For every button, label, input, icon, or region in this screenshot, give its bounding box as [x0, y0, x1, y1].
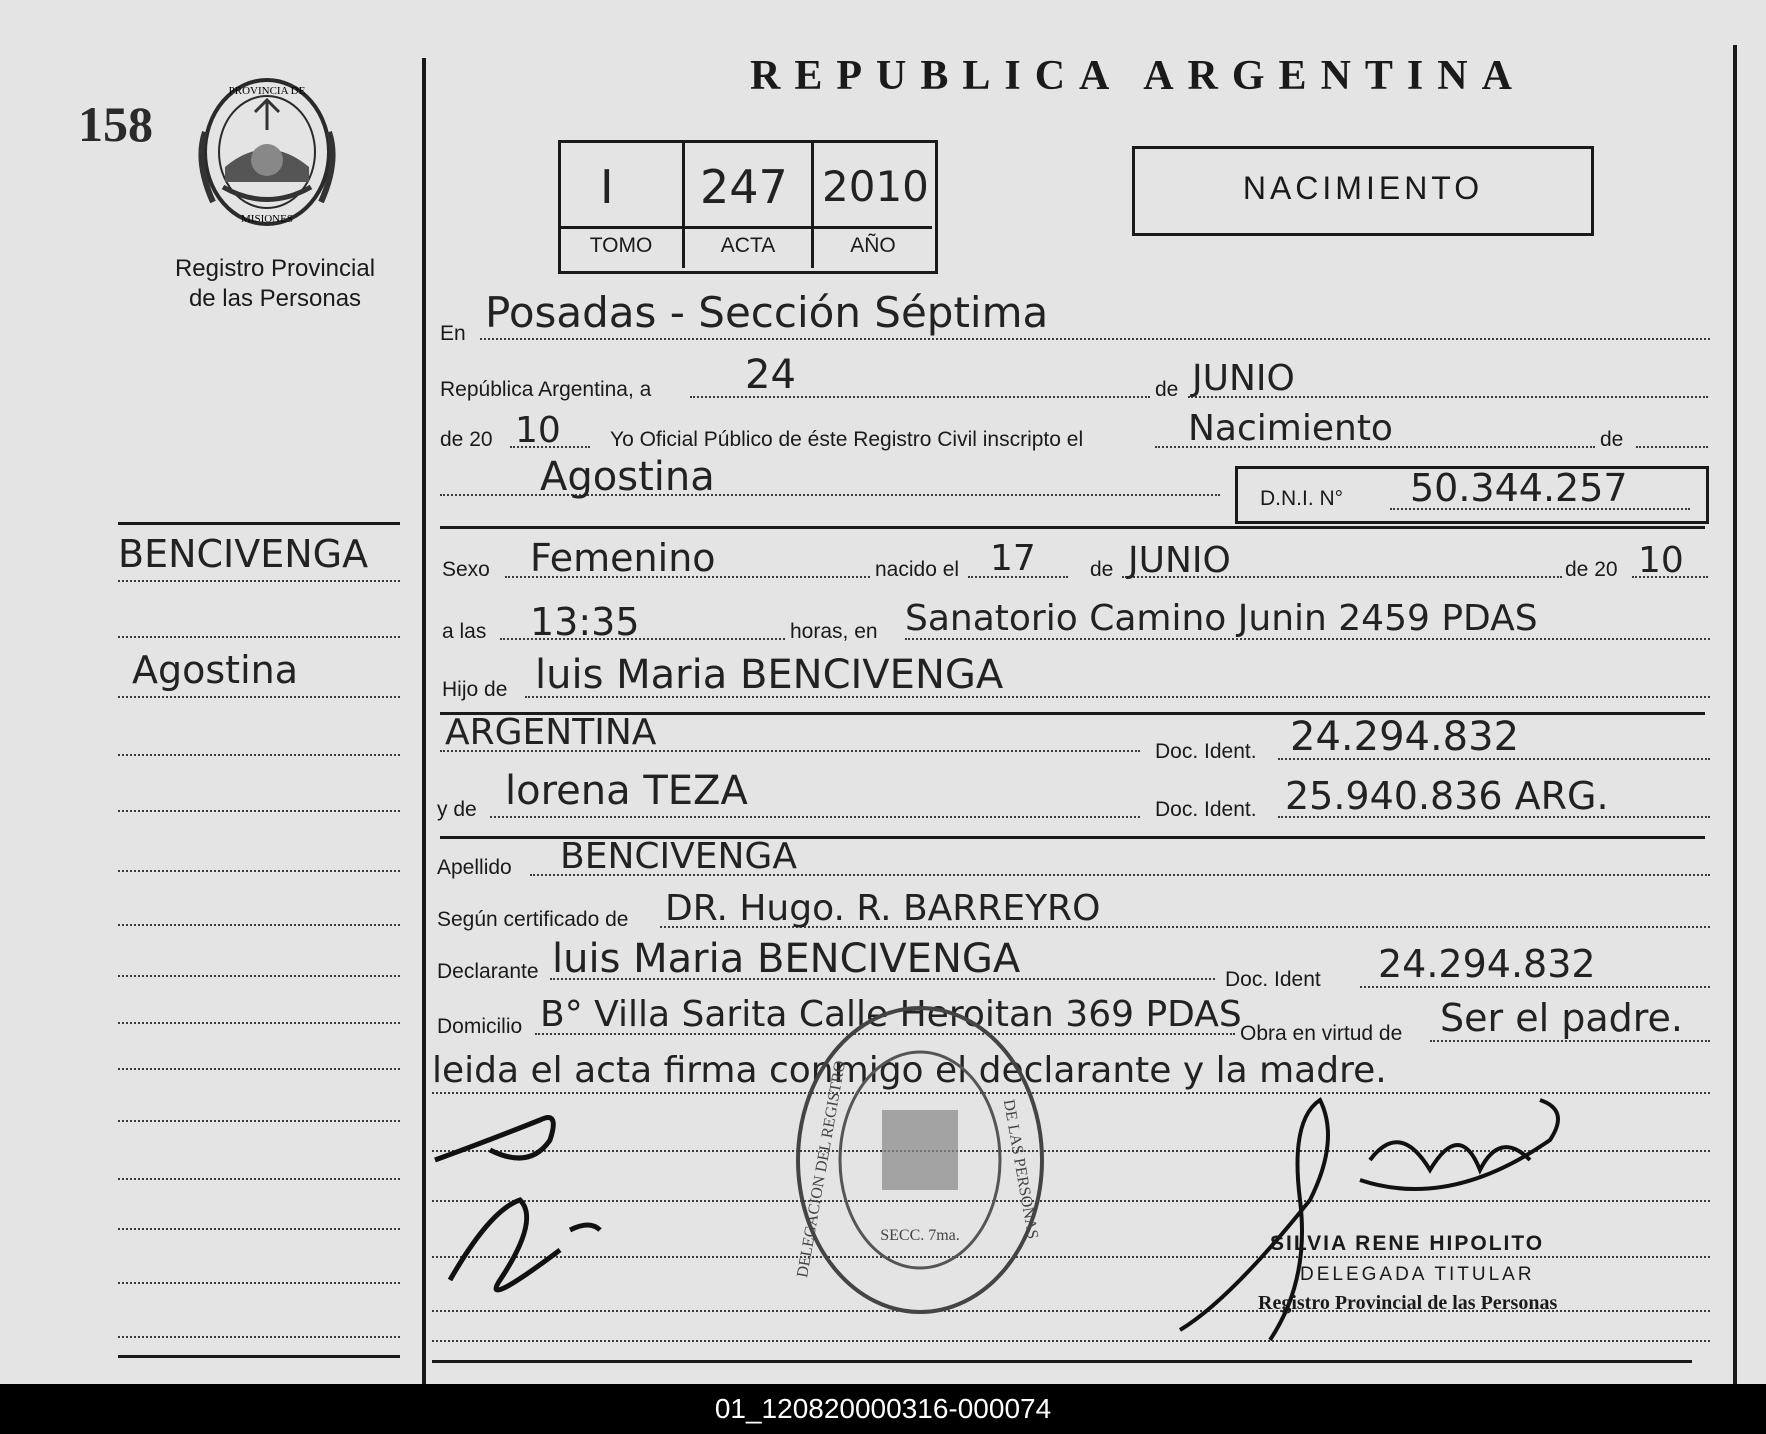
- margin-dotline: [118, 1178, 400, 1180]
- registry-line-2: de las Personas: [188, 285, 362, 312]
- dotline: [1636, 446, 1708, 448]
- officer-office: Registro Provincial de las Personas: [1258, 1292, 1558, 1314]
- birth-month: JUNIO: [1128, 540, 1231, 581]
- domicilio-label: Domicilio: [437, 1015, 523, 1038]
- dotline: [1360, 986, 1710, 988]
- apellido-label: Apellido: [437, 856, 512, 879]
- dotline: [1632, 576, 1708, 578]
- de-year-label: de 20: [1565, 558, 1618, 581]
- act-type: NACIMIENTO: [1242, 170, 1484, 206]
- dotline: [490, 816, 1140, 818]
- margin-dotline: [118, 1068, 400, 1070]
- registry-line-1: Registro Provincial: [174, 255, 376, 282]
- birth-year: 10: [1638, 540, 1684, 581]
- frame-left-border: [422, 58, 426, 1384]
- record-day: 24: [745, 352, 796, 398]
- margin-dotline: [118, 810, 400, 812]
- mother-name: lorena TEZA: [505, 768, 748, 814]
- margin-dotline: [118, 870, 400, 872]
- margin-surname: BENCIVENGA: [118, 532, 369, 576]
- registrant-name: Agostina: [540, 454, 715, 500]
- dotline: [1430, 1040, 1710, 1042]
- domicilio-value: B° Villa Sarita Calle Heroitan 369 PDAS: [540, 994, 1242, 1035]
- declarante-name: luis Maria BENCIVENGA: [552, 936, 1021, 982]
- declarante-doc: 24.294.832: [1378, 942, 1596, 986]
- anio-label: AÑO: [850, 234, 896, 257]
- officer-name: SILVIA RENE HIPOLITO: [1270, 1232, 1545, 1255]
- acta-label: ACTA: [720, 234, 776, 257]
- anio-value: 2010: [822, 162, 929, 211]
- birth-place: Sanatorio Camino Junin 2459 PDAS: [905, 598, 1538, 639]
- dni-number: 50.344.257: [1410, 466, 1628, 510]
- officer-signature: [1170, 1080, 1590, 1370]
- yde-label: y de: [437, 798, 477, 821]
- en-label: En: [440, 322, 466, 345]
- de-label-2: de: [1600, 428, 1624, 451]
- obra-label: Obra en virtud de: [1240, 1022, 1403, 1045]
- margin-dotline: [118, 1022, 400, 1024]
- doc-label-2: Doc. Ident.: [1155, 798, 1257, 821]
- image-code-caption: 01_120820000316-000074: [0, 1384, 1766, 1434]
- segun-label: Según certificado de: [437, 908, 629, 931]
- acta-value: 247: [700, 160, 788, 214]
- margin-dotline: [118, 1336, 400, 1338]
- dotline: [480, 338, 1710, 340]
- father-name: luis Maria BENCIVENGA: [535, 652, 1004, 698]
- margin-dotline: [118, 636, 400, 638]
- closing-text: leida el acta firma conmigo el declarante y la madre.: [432, 1050, 1387, 1091]
- country-title: REPUBLICA ARGENTINA: [750, 53, 1526, 99]
- alas-label: a las: [442, 620, 487, 643]
- seal-bottom-text: MISIONES: [241, 213, 293, 225]
- stamp-ring-left: DELEGACION DEL REGISTRO: [794, 1059, 850, 1279]
- birth-day: 17: [990, 538, 1036, 579]
- sexo-label: Sexo: [442, 558, 490, 581]
- margin-dotline: [118, 1120, 400, 1122]
- tomo-label: TOMO: [589, 234, 653, 257]
- stamp-ring-right: DE LAS PERSONAS: [999, 1098, 1042, 1241]
- frame-right-border: [1733, 45, 1737, 1384]
- place-of-record: Posadas - Sección Séptima: [485, 288, 1049, 337]
- doc-label: Doc. Ident.: [1155, 740, 1257, 763]
- margin-dotline: [118, 1282, 400, 1284]
- margin-dotline: [118, 975, 400, 977]
- registry-stamp: [790, 1000, 1050, 1320]
- record-box-rule: [560, 226, 932, 229]
- folio-number: 158: [78, 96, 153, 152]
- horas-label: horas, en: [790, 620, 878, 643]
- margin-dotline: [118, 924, 400, 926]
- oficial-label: Yo Oficial Público de éste Registro Civil inscripto el: [610, 428, 1084, 451]
- registry-name: [140, 254, 410, 314]
- hijo-label: Hijo de: [442, 678, 508, 701]
- officer-title: DELEGADA TITULAR: [1300, 1264, 1535, 1285]
- mother-doc: 25.940.836 ARG.: [1285, 774, 1609, 818]
- father-nationality: ARGENTINA: [445, 712, 657, 753]
- declarant-signature: [430, 1080, 670, 1320]
- declarante-label: Declarante: [437, 960, 539, 983]
- margin-bottom-rule: [118, 1355, 400, 1358]
- year-prefix: de 20: [440, 428, 493, 451]
- tomo-value: I: [600, 160, 614, 214]
- provincial-coat-of-arms: [195, 72, 340, 232]
- seal-top-text: PROVINCIA DE: [228, 85, 306, 97]
- margin-dotline: [118, 754, 400, 756]
- obra-value: Ser el padre.: [1440, 996, 1683, 1040]
- margin-dotline: [118, 1228, 400, 1230]
- certifying-doctor: DR. Hugo. R. BARREYRO: [665, 888, 1101, 929]
- margin-dotline: [118, 580, 400, 582]
- margin-given-name: Agostina: [132, 648, 298, 692]
- father-doc: 24.294.832: [1290, 714, 1520, 760]
- inscribed-event: Nacimiento: [1188, 408, 1393, 449]
- dni-label: D.N.I. N°: [1260, 487, 1344, 510]
- apellido-value: BENCIVENGA: [560, 836, 797, 877]
- margin-dotline: [118, 696, 400, 698]
- margin-rule: [118, 522, 400, 525]
- nacido-label: nacido el: [875, 558, 960, 581]
- record-year: 10: [515, 410, 561, 451]
- sexo-value: Femenino: [530, 536, 716, 580]
- doc-label-3: Doc. Ident: [1225, 968, 1321, 991]
- rep-label: República Argentina, a: [440, 378, 652, 401]
- de-label-3: de: [1090, 558, 1114, 581]
- section-rule: [440, 526, 1705, 529]
- birth-time: 13:35: [530, 600, 640, 644]
- de-label: de: [1155, 378, 1179, 401]
- record-month: JUNIO: [1192, 358, 1295, 399]
- stamp-center: SECC. 7ma.: [880, 1227, 960, 1244]
